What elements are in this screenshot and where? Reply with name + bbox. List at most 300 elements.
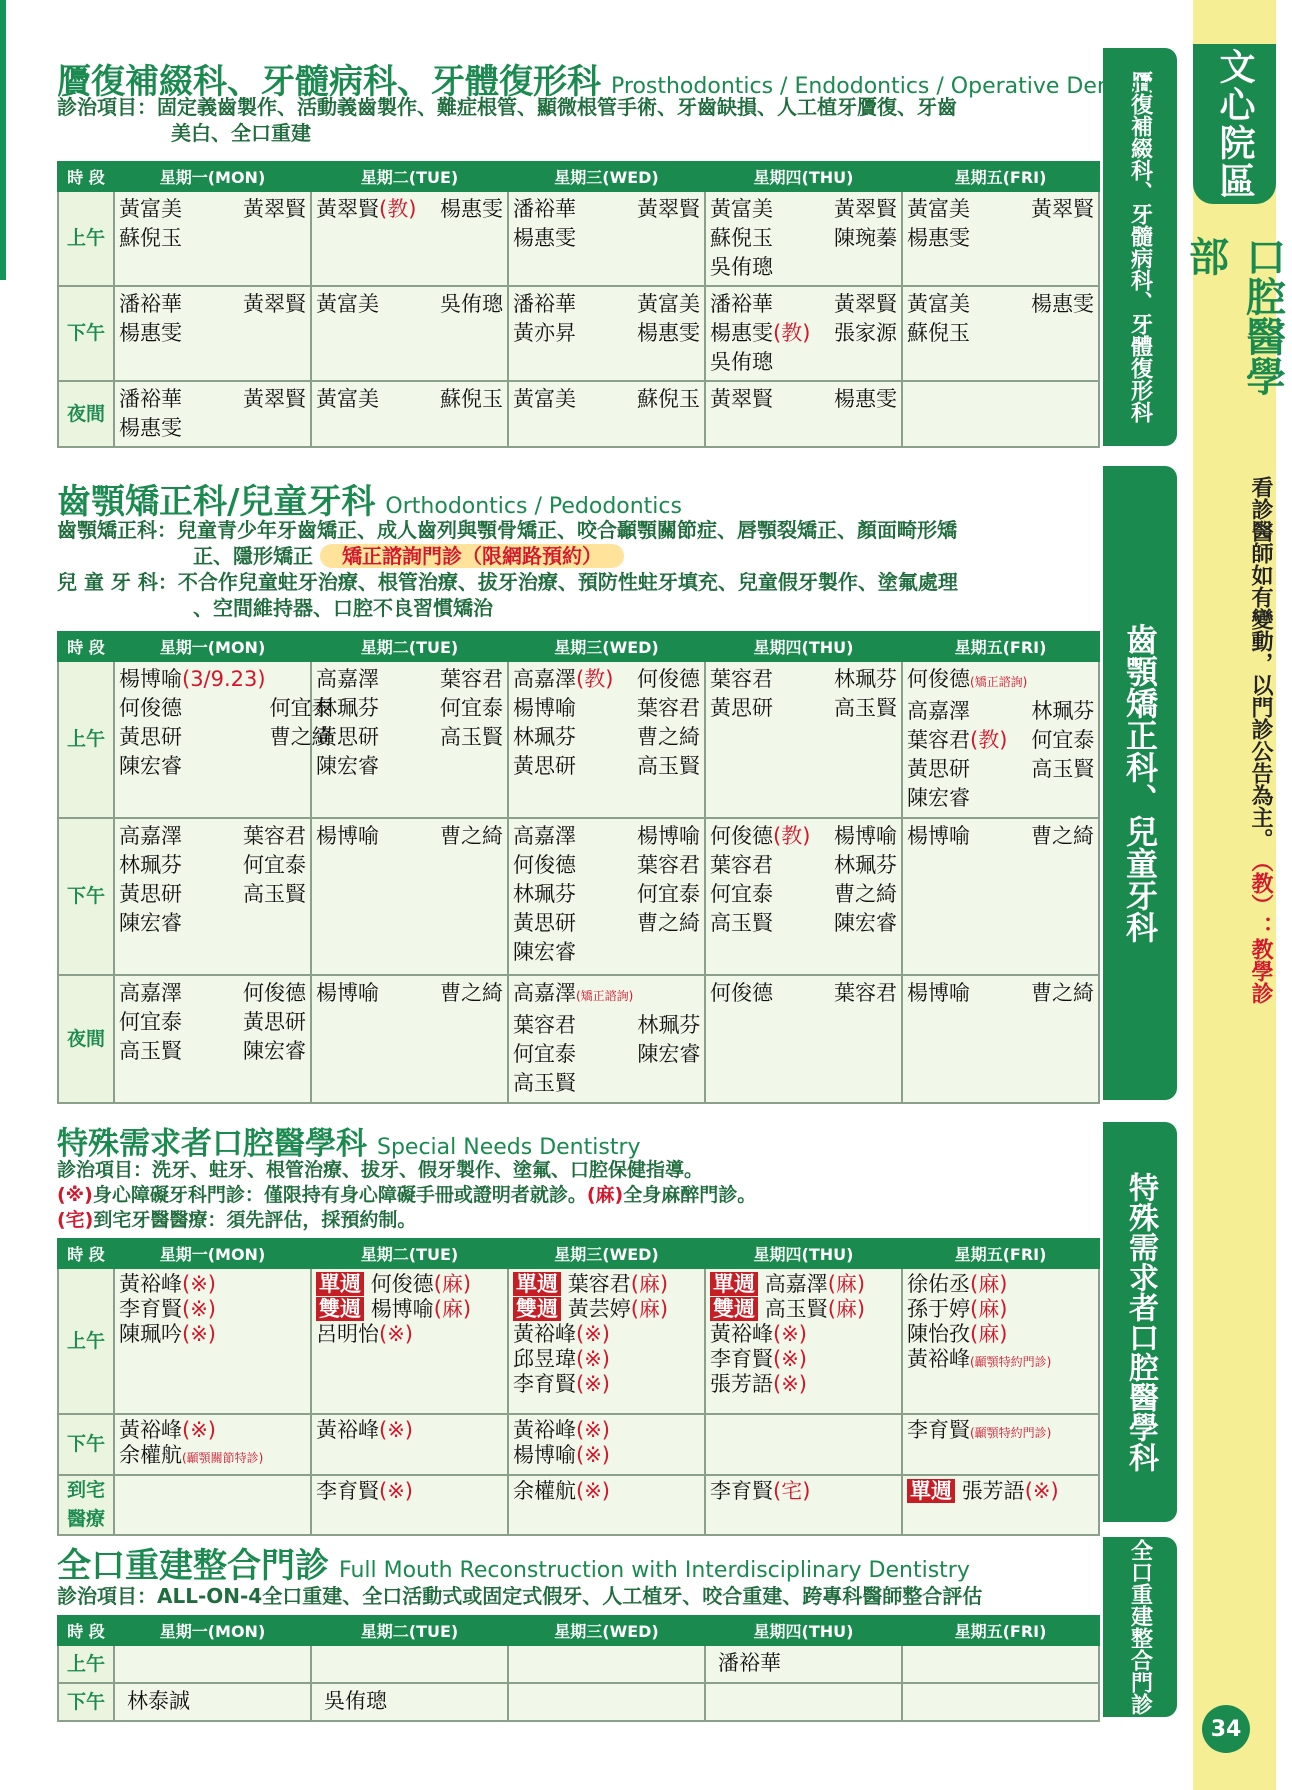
entry bbox=[119, 1443, 306, 1471]
cell-mon bbox=[114, 1645, 311, 1683]
desc-line1: 診治項目：洗牙、蛀牙、根管治療、拔牙、假牙製作、塗氟、口腔保健指導。 bbox=[57, 1159, 704, 1181]
cell-wed bbox=[508, 975, 705, 1103]
doctor-name: 何俊德(矯正諮詢) bbox=[907, 667, 1028, 691]
header-segment: 時 段 bbox=[58, 1616, 114, 1645]
doctor-name: 潘裕華 bbox=[513, 197, 576, 221]
cell-thu bbox=[705, 818, 902, 975]
header-tue: 星期二(TUE) bbox=[311, 632, 508, 661]
cell-mon bbox=[114, 1475, 311, 1535]
doctor-name: 吳侑璁 bbox=[710, 350, 773, 374]
cell-thu bbox=[705, 191, 902, 286]
doctor-name: 黃翠賢 bbox=[834, 292, 897, 316]
clinic-mark: (麻) bbox=[827, 1297, 866, 1321]
cell-tue bbox=[311, 818, 508, 975]
doctor-name: 曹之綺 bbox=[834, 882, 897, 906]
title-en: Full Mouth Reconstruction with Interdisciplinary Dentistry bbox=[339, 1558, 970, 1583]
doctor-name bbox=[609, 224, 701, 253]
doctor-name: 楊惠雯 bbox=[440, 197, 503, 221]
header-thu: 星期四(THU) bbox=[705, 1239, 902, 1268]
entry bbox=[316, 1322, 503, 1347]
cell-fri bbox=[902, 661, 1099, 818]
doctor-name: 林珮芬 bbox=[637, 1013, 701, 1037]
desc2-label: 兒 童 牙 科： bbox=[57, 570, 178, 594]
doctor-name: 李育賢 bbox=[119, 1297, 182, 1321]
doctor-name: 黃裕峰 bbox=[513, 1322, 576, 1346]
doctor-name: 高玉賢 bbox=[119, 1039, 182, 1063]
cell-fri bbox=[902, 975, 1099, 1103]
cell-mon bbox=[114, 1414, 311, 1475]
doctor-name bbox=[814, 348, 897, 377]
doctor-name: 黃富美 bbox=[316, 292, 379, 316]
doctor-name: 高嘉澤 bbox=[119, 824, 182, 848]
doctor-name: 黃翠賢 bbox=[637, 197, 700, 221]
clinic-mark: (※) bbox=[773, 1372, 807, 1396]
doctor-name: 黃裕峰 bbox=[907, 1347, 970, 1371]
clinic-mark: (※) bbox=[773, 1322, 807, 1346]
segment-label: 到宅醫療 bbox=[58, 1475, 114, 1535]
doctor-name: 陳宏睿 bbox=[834, 911, 897, 935]
desc1-label: 齒顎矯正科： bbox=[57, 518, 177, 542]
doctor-name: 黃裕峰 bbox=[710, 1322, 773, 1346]
doctor-name: 葉容君 bbox=[710, 853, 773, 877]
doctor-name: 楊博喻 bbox=[907, 824, 970, 848]
doctor-name: 高玉賢 bbox=[710, 911, 773, 935]
clinic-mark: (宅) bbox=[773, 1479, 811, 1503]
clinic-mark: (※) bbox=[576, 1443, 610, 1467]
doctor-name bbox=[215, 414, 307, 443]
header-fri: 星期五(FRI) bbox=[902, 1239, 1099, 1268]
campus-label: 文心院區 bbox=[1193, 44, 1276, 204]
cell-tue bbox=[311, 1414, 508, 1475]
segment-label: 下午 bbox=[58, 286, 114, 381]
doctor-name: 黃思研 bbox=[243, 1010, 306, 1034]
header-thu: 星期四(THU) bbox=[705, 1616, 902, 1645]
doctor-name: 黃芸婷 bbox=[567, 1297, 631, 1321]
cell-thu bbox=[705, 1683, 902, 1721]
header-row bbox=[58, 1239, 1099, 1268]
doctor-name: 高玉賢 bbox=[440, 725, 503, 749]
doctor-name: 高嘉澤(教) bbox=[513, 667, 614, 691]
entry bbox=[316, 1479, 503, 1504]
schedule-special bbox=[57, 1238, 1100, 1536]
desc-prostho bbox=[57, 94, 957, 146]
doctor-name: 楊惠雯 bbox=[637, 321, 700, 345]
doctor-name: 林珮芬 bbox=[834, 853, 897, 877]
clinic-mark: (麻) bbox=[970, 1297, 1008, 1321]
entry bbox=[513, 1297, 700, 1322]
entry bbox=[710, 1272, 897, 1297]
clinic-mark: (※) bbox=[379, 1418, 413, 1442]
doctor-name: 楊惠雯 bbox=[513, 226, 576, 250]
doctor-name: 陳宏睿 bbox=[119, 911, 182, 935]
entry bbox=[710, 1322, 897, 1347]
cell-tue bbox=[311, 975, 508, 1103]
header-wed: 星期三(WED) bbox=[508, 632, 705, 661]
entry bbox=[513, 1418, 700, 1443]
doctor-name: 何俊德 bbox=[710, 981, 773, 1005]
header-tue: 星期二(TUE) bbox=[311, 1239, 508, 1268]
entry bbox=[907, 1347, 1094, 1375]
schedule-ortho bbox=[57, 631, 1100, 1104]
desc-line2: 美白、全口重建 bbox=[171, 121, 311, 145]
doctor-name: 張芳語 bbox=[710, 1372, 773, 1396]
desc-fullmouth: 診治項目：ALL-ON-4全口重建、全口活動式或固定式假牙、人工植牙、咬合重建、跨專科醫師整合評估 bbox=[57, 1584, 983, 1608]
doctor-name: 曹之綺 bbox=[440, 824, 503, 848]
clinic-mark: (※) bbox=[182, 1272, 216, 1296]
doctor-name: 張芳語 bbox=[961, 1479, 1025, 1503]
entry bbox=[119, 1272, 306, 1297]
header-fri: 星期五(FRI) bbox=[902, 1616, 1099, 1645]
mark-disability: (※) bbox=[57, 1184, 93, 1206]
cell-mon bbox=[114, 381, 311, 447]
cell-thu bbox=[705, 1645, 902, 1683]
row-am bbox=[58, 661, 1099, 818]
doctor-name bbox=[1031, 784, 1094, 813]
desc1-line2: 正、隱形矯正 bbox=[193, 544, 313, 568]
doctor-name: 黃思研 bbox=[710, 696, 773, 720]
entry bbox=[513, 1322, 700, 1347]
row-night bbox=[58, 381, 1099, 447]
doctor-name: 曹之綺 bbox=[637, 725, 700, 749]
doctor-name: 潘裕華 bbox=[513, 292, 576, 316]
section-title-fullmouth bbox=[57, 1538, 970, 1587]
clinic-mark: (麻) bbox=[630, 1272, 669, 1296]
row-pm bbox=[58, 286, 1099, 381]
cell-tue bbox=[311, 661, 508, 818]
header-thu: 星期四(THU) bbox=[705, 162, 902, 191]
cell-thu bbox=[705, 1268, 902, 1414]
segment-label: 下午 bbox=[58, 1414, 114, 1475]
doctor-name: 楊博喻 bbox=[370, 1297, 434, 1321]
doctor-name: 黃翠賢 bbox=[710, 387, 773, 411]
doctor-name: 高玉賢 bbox=[834, 696, 897, 720]
page-number: 34 bbox=[1202, 1705, 1250, 1753]
doctor-name: 高嘉澤 bbox=[119, 981, 182, 1005]
doctor-name: 高嘉澤 bbox=[907, 699, 970, 723]
desc-line2b: 全身麻醉門診。 bbox=[623, 1184, 757, 1206]
row-am bbox=[58, 191, 1099, 286]
mark-home: (宅) bbox=[57, 1209, 94, 1231]
week-tag: 雙週 bbox=[710, 1297, 758, 1321]
doctor-name: 葉容君 bbox=[834, 981, 897, 1005]
cell-thu bbox=[705, 381, 902, 447]
doctor-name: 蘇倪玉 bbox=[637, 387, 700, 411]
clinic-mark: (※) bbox=[182, 1297, 216, 1321]
cell-fri bbox=[902, 1475, 1099, 1535]
entry bbox=[907, 1272, 1094, 1297]
cell-fri bbox=[902, 1268, 1099, 1414]
doctor-name: 曹之綺 bbox=[269, 725, 333, 749]
doctor-name: 楊惠雯 bbox=[834, 387, 897, 411]
header-wed: 星期三(WED) bbox=[508, 162, 705, 191]
doctor-name: 高嘉澤(矯正諮詢) bbox=[513, 981, 634, 1005]
doctor-name: 蘇倪玉 bbox=[907, 321, 970, 345]
doctor-name: 蘇倪玉 bbox=[440, 387, 503, 411]
doctor-name: 高玉賢 bbox=[1031, 757, 1095, 781]
doctor-name: 何宜泰 bbox=[440, 696, 503, 720]
doctor-name: 葉容君 bbox=[567, 1272, 631, 1296]
clinic-mark: (麻) bbox=[433, 1272, 472, 1296]
doctor-name: 黃裕峰 bbox=[119, 1418, 182, 1442]
doctor-name: 何俊德 bbox=[243, 981, 306, 1005]
segment-label: 下午 bbox=[58, 818, 114, 975]
doctor-name: 楊惠雯(教) bbox=[710, 321, 811, 345]
clinic-mark: (顳顎特約門診) bbox=[970, 1426, 1052, 1440]
doctor-name: 楊惠雯 bbox=[1031, 292, 1094, 316]
doctor-name: 曹之綺 bbox=[637, 911, 700, 935]
doctor-name: 黃思研 bbox=[513, 911, 576, 935]
cell-mon bbox=[114, 1683, 311, 1721]
cell-wed bbox=[508, 1683, 705, 1721]
doctor-name: 葉容君 bbox=[710, 667, 773, 691]
clinic-mark: (※) bbox=[576, 1347, 610, 1371]
doctor-name: 何俊德 bbox=[119, 696, 182, 720]
clinic-mark: (麻) bbox=[970, 1272, 1008, 1296]
entry bbox=[907, 1418, 1094, 1446]
doctor-name: 葉容君 bbox=[637, 853, 700, 877]
header-row bbox=[58, 1616, 1099, 1645]
doctor-name: 曹之綺 bbox=[1031, 824, 1094, 848]
cell-tue bbox=[311, 191, 508, 286]
cell-tue bbox=[311, 1645, 508, 1683]
clinic-mark: (麻) bbox=[630, 1297, 669, 1321]
doctor-name: 林珮芬 bbox=[513, 882, 576, 906]
title-en: Prosthodontics / Endodontics / Operative Dentistry bbox=[611, 74, 1168, 99]
cell-tue bbox=[311, 1683, 508, 1721]
doctor-name bbox=[215, 319, 307, 348]
segment-label: 夜間 bbox=[58, 975, 114, 1103]
clinic-mark: (※) bbox=[379, 1322, 413, 1346]
header-fri: 星期五(FRI) bbox=[902, 632, 1099, 661]
entry bbox=[907, 1479, 1094, 1504]
doctor-name: 黃翠賢 bbox=[243, 197, 306, 221]
doctor-name: 林珮芬 bbox=[834, 667, 897, 691]
clinic-mark: (麻) bbox=[970, 1322, 1008, 1346]
left-accent-bar bbox=[0, 0, 6, 280]
doctor-name: 黃翠賢 bbox=[834, 197, 897, 221]
week-tag: 單週 bbox=[316, 1272, 364, 1296]
cell-fri bbox=[902, 1683, 1099, 1721]
doctor-name: 楊博喻 bbox=[907, 981, 970, 1005]
entry bbox=[907, 1297, 1094, 1322]
title-zh: 贗復補綴科、牙髓病科、牙體復形科 bbox=[57, 62, 601, 102]
doctor-name bbox=[1003, 319, 1095, 348]
cell-fri bbox=[902, 1414, 1099, 1475]
cell-wed bbox=[508, 191, 705, 286]
desc-special bbox=[57, 1158, 756, 1233]
doctor-name: 楊惠雯 bbox=[119, 321, 182, 345]
clinic-mark: (麻) bbox=[827, 1272, 866, 1296]
doctor-name: 黃思研 bbox=[316, 725, 379, 749]
doctor-name: 黃翠賢 bbox=[243, 387, 306, 411]
clinic-mark: (※) bbox=[182, 1322, 216, 1346]
header-mon: 星期一(MON) bbox=[114, 632, 311, 661]
header-mon: 星期一(MON) bbox=[114, 162, 311, 191]
desc-label: 診治項目： bbox=[57, 95, 157, 119]
cell-thu bbox=[705, 286, 902, 381]
doctor-name: 陳宏睿 bbox=[243, 1039, 306, 1063]
doctor-name: 林泰誠 bbox=[127, 1689, 190, 1713]
header-mon: 星期一(MON) bbox=[114, 1616, 311, 1645]
doctor-name bbox=[412, 752, 504, 781]
doctor-name: 黃思研 bbox=[907, 757, 970, 781]
doctor-name: 楊博喻 bbox=[834, 824, 897, 848]
doctor-name: 邱昱瑋 bbox=[513, 1347, 576, 1371]
cell-tue bbox=[311, 381, 508, 447]
tab-prostho: 贗復補綴科、牙髓病科、牙體復形科 bbox=[1103, 48, 1177, 446]
doctor-name: 楊博喻 bbox=[316, 824, 379, 848]
doctor-name: 何宜泰 bbox=[710, 882, 773, 906]
doctor-name: 呂明怡 bbox=[316, 1322, 379, 1346]
desc1-line1: 兒童青少年牙齒矯正、成人齒列與顎骨矯正、咬合顳顎關節症、唇顎裂矯正、顏面畸形矯 bbox=[177, 518, 957, 542]
doctor-name: 陳宏睿 bbox=[637, 1042, 701, 1066]
cell-wed bbox=[508, 1268, 705, 1414]
entry bbox=[513, 1443, 700, 1468]
doctor-name: 李育賢 bbox=[710, 1347, 773, 1371]
doctor-name bbox=[637, 979, 700, 1011]
desc-ortho bbox=[57, 517, 958, 621]
cell-fri bbox=[902, 818, 1099, 975]
doctor-name: 陳琬蓁 bbox=[834, 226, 897, 250]
doctor-name: 潘裕華 bbox=[718, 1651, 781, 1675]
cell-wed bbox=[508, 1475, 705, 1535]
doctor-name: 陳宏睿 bbox=[316, 754, 379, 778]
segment-label: 下午 bbox=[58, 1683, 114, 1721]
doctor-name: 黃翠賢(教) bbox=[316, 197, 417, 221]
doctor-name: 葉容君(教) bbox=[907, 728, 1008, 752]
consult-highlight: 矯正諮詢門診（限網路預約） bbox=[320, 544, 624, 568]
doctor-name: 黃裕峰 bbox=[513, 1418, 576, 1442]
header-segment: 時 段 bbox=[58, 1239, 114, 1268]
desc-line1: 固定義齒製作、活動義齒製作、難症根管、顯微根管手術、牙齒缺損、人工植牙贗復、牙齒 bbox=[157, 95, 957, 119]
week-tag: 雙週 bbox=[316, 1297, 364, 1321]
cell-thu bbox=[705, 661, 902, 818]
cell-mon bbox=[114, 1268, 311, 1414]
doctor-name: 吳侑璁 bbox=[440, 292, 503, 316]
doctor-name: 何宜泰 bbox=[513, 1042, 576, 1066]
row-home bbox=[58, 1475, 1099, 1535]
doctor-name: 吳侑璁 bbox=[324, 1689, 387, 1713]
cell-wed bbox=[508, 381, 705, 447]
week-tag: 單週 bbox=[710, 1272, 758, 1296]
row-am bbox=[58, 1268, 1099, 1414]
doctor-name: 黃富美 bbox=[907, 292, 970, 316]
doctor-name: 楊博喻 bbox=[513, 696, 576, 720]
entry bbox=[710, 1372, 897, 1397]
clinic-mark: (※) bbox=[379, 1479, 413, 1503]
tab-special: 特殊需求者口腔醫學科 bbox=[1103, 1122, 1177, 1522]
cell-mon bbox=[114, 286, 311, 381]
entry bbox=[513, 1479, 700, 1504]
cell-mon bbox=[114, 975, 311, 1103]
doctor-name: 何宜泰 bbox=[269, 696, 333, 720]
doctor-name: 高嘉澤 bbox=[513, 824, 576, 848]
entry bbox=[710, 1479, 897, 1504]
week-tag: 單週 bbox=[513, 1272, 561, 1296]
cell-fri bbox=[902, 381, 1099, 447]
entry bbox=[119, 1418, 306, 1443]
cell-wed bbox=[508, 286, 705, 381]
clinic-mark: (※) bbox=[576, 1372, 610, 1396]
doctor-name: 林珮芬 bbox=[1031, 699, 1095, 723]
entry bbox=[119, 1297, 306, 1322]
doctor-name: 陳宏睿 bbox=[907, 786, 970, 810]
cell-thu bbox=[705, 975, 902, 1103]
cell-tue bbox=[311, 286, 508, 381]
doctor-name: 黃亦昇 bbox=[513, 321, 576, 345]
clinic-mark: (※) bbox=[182, 1418, 216, 1442]
week-tag: 單週 bbox=[907, 1479, 955, 1503]
doctor-name: 何宜泰 bbox=[243, 853, 306, 877]
row-pm bbox=[58, 818, 1099, 975]
cell-mon bbox=[114, 661, 333, 818]
doctor-name: 余權航 bbox=[119, 1443, 182, 1467]
header-row bbox=[58, 162, 1099, 191]
title-zh: 全口重建整合門診 bbox=[57, 1546, 329, 1586]
doctor-name: 黃裕峰 bbox=[119, 1272, 182, 1296]
cell-mon bbox=[114, 191, 311, 286]
doctor-name: 李育賢 bbox=[316, 1479, 379, 1503]
doctor-name: 楊惠雯 bbox=[119, 416, 182, 440]
doctor-name bbox=[609, 938, 701, 967]
sidebar-note bbox=[1193, 430, 1276, 1050]
doctor-name: 黃富美 bbox=[907, 197, 970, 221]
entry bbox=[119, 1322, 306, 1347]
entry bbox=[710, 1347, 897, 1372]
doctor-name bbox=[1003, 224, 1095, 253]
doctor-name: 林珮芬 bbox=[316, 696, 379, 720]
doctor-name: 高玉賢 bbox=[637, 754, 700, 778]
doctor-name: 高玉賢 bbox=[513, 1071, 576, 1095]
header-wed: 星期三(WED) bbox=[508, 1239, 705, 1268]
cell-tue bbox=[311, 1475, 508, 1535]
doctor-name: 黃思研 bbox=[119, 725, 182, 749]
entry bbox=[513, 1347, 700, 1372]
title-en: Special Needs Dentistry bbox=[377, 1135, 641, 1160]
doctor-name: 何俊德 bbox=[370, 1272, 434, 1296]
department-label: 口腔醫學部 bbox=[1182, 236, 1286, 396]
doctor-name: 潘裕華 bbox=[119, 387, 182, 411]
week-tag: 雙週 bbox=[513, 1297, 561, 1321]
clinic-mark: (顳顎特約門診) bbox=[970, 1355, 1052, 1369]
doctor-name: 楊博喻(3/9.23) bbox=[119, 667, 266, 691]
header-fri: 星期五(FRI) bbox=[902, 162, 1099, 191]
doctor-name: 林珮芬 bbox=[513, 725, 576, 749]
doctor-name: 吳侑璁 bbox=[710, 255, 773, 279]
cell-fri bbox=[902, 1645, 1099, 1683]
cell-wed bbox=[508, 1645, 705, 1683]
tab-ortho: 齒顎矯正科、兒童牙科 bbox=[1103, 466, 1177, 1100]
row-night bbox=[58, 975, 1099, 1103]
clinic-mark: (※) bbox=[576, 1479, 610, 1503]
doctor-name: 潘裕華 bbox=[119, 292, 182, 316]
doctor-name: 楊博喻 bbox=[316, 981, 379, 1005]
doctor-name: 蘇倪玉 bbox=[119, 226, 182, 250]
title-zh: 特殊需求者口腔醫學科 bbox=[57, 1126, 367, 1162]
header-tue: 星期二(TUE) bbox=[311, 1616, 508, 1645]
doctor-name: 高嘉澤 bbox=[316, 667, 379, 691]
note-teach: （教）：教學診 bbox=[1248, 850, 1273, 1004]
doctor-name: 徐佑丞 bbox=[907, 1272, 970, 1296]
title-en: Orthodontics / Pedodontics bbox=[385, 494, 682, 519]
doctor-name: 葉容君 bbox=[243, 824, 306, 848]
doctor-name: 蘇倪玉 bbox=[710, 226, 773, 250]
schedule-prostho bbox=[57, 161, 1100, 448]
doctor-name: 黃思研 bbox=[119, 882, 182, 906]
entry bbox=[710, 1297, 897, 1322]
doctor-name bbox=[637, 1069, 700, 1098]
desc2-line1: 不合作兒童蛀牙治療、根管治療、拔牙治療、預防性蛀牙填充、兒童假牙製作、塗氟處理 bbox=[177, 570, 958, 594]
